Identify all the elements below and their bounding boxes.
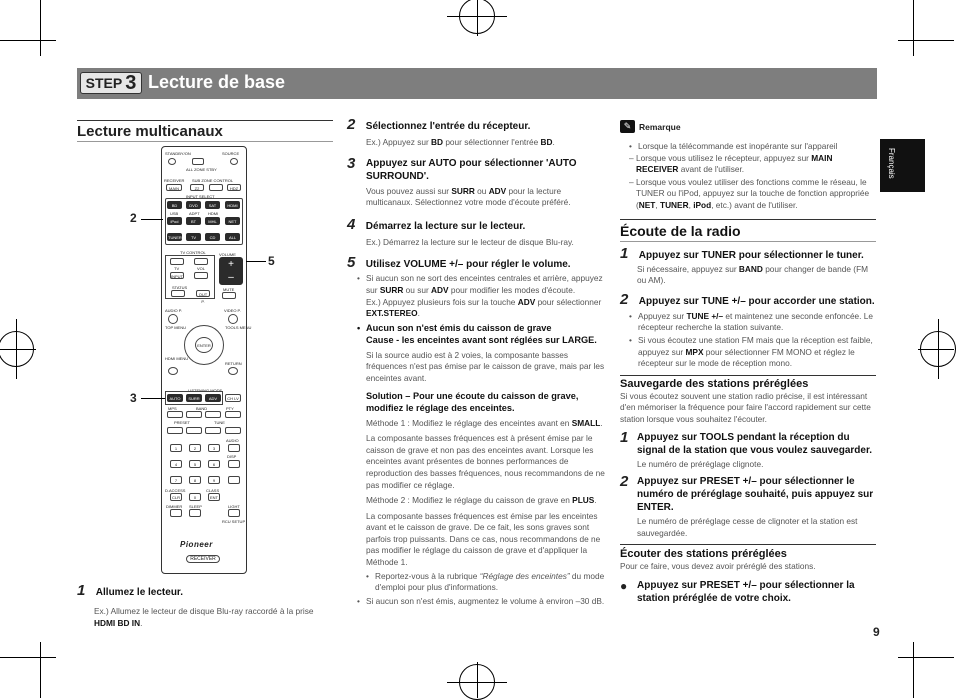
step-5-bullet-2: • Aucun son n'est émis du caisson de grave Cause - les enceintes avant sont réglées sur LARGE. — [357, 322, 597, 345]
step-4-number: 4 — [347, 215, 356, 233]
radio-step-2-bullet-1: • Appuyez sur TUNE +/– et maintenez une seconde enfoncée. Le récepteur recherche la station suivante. — [629, 310, 874, 333]
light-label: LIGHT — [228, 504, 240, 509]
save-step-2-title: Appuyez sur PRESET +/– pour sélectionner le numéro de préréglage souhaité, puis appuyez sur ENTER. — [637, 476, 874, 514]
step-3-number: 3 — [347, 154, 356, 172]
step-1-block — [77, 582, 327, 629]
tuner-button: TUNER — [168, 235, 182, 240]
power-icon — [168, 158, 176, 165]
step-1-number: 1 — [77, 582, 86, 599]
radio-step-2 — [620, 291, 876, 309]
hdmi-menu-label: HDMI MENU — [165, 356, 189, 361]
radio-step-2-number: 2 — [620, 290, 629, 308]
step-5-bullet-3: • Si aucun son n'est émis, augmentez le volume à environ –30 dB. — [357, 595, 605, 606]
save-step-1-number: 1 — [620, 428, 629, 446]
key-8: 8 — [189, 476, 201, 484]
key-4: 4 — [170, 460, 182, 468]
input-select-label: INPUT SELECT — [186, 194, 215, 199]
save-rule-top — [620, 375, 876, 376]
video-p-label: VIDEO P. — [224, 308, 241, 313]
key-ent: ENT — [210, 495, 218, 500]
key-7: 7 — [170, 476, 182, 484]
sub-zone-label: SUB ZONE CONTROL — [192, 178, 234, 183]
hdz-button: HDZ — [227, 184, 241, 191]
mps-button — [167, 411, 183, 418]
step-2-title: Sélectionnez l'entrée du récepteur. — [365, 121, 531, 132]
step-5-p3: La composante basses fréquences est émise par les enceintes avant et le caisson de grave. De ce fait, les sons graves sont parfois trop puissants. Dans ce cas, nous recommandons de ne pas modifier le réglage du caisson de grave et d'appliquer la Méthode 1. — [366, 510, 601, 568]
heading-rule-bottom — [77, 141, 333, 142]
audio-label: AUDIO — [226, 438, 239, 443]
step-5-title: Utilisez VOLUME +/– pour régler le volume. — [365, 259, 571, 271]
callout-5: 5 — [268, 254, 275, 268]
step-1-note: Ex.) Allumez le lecteur de disque Blu-ray raccordé à la prise HDMI BD IN. — [94, 606, 314, 628]
usb-label: USB — [170, 211, 179, 216]
step-4-title: Démarrez la lecture sur le lecteur. — [365, 220, 526, 232]
rcu-setup-label: RCU SETUP — [222, 519, 246, 524]
dimmer-label: DIMMER — [166, 504, 183, 509]
key-3: 3 — [208, 444, 220, 452]
preset-label: PRESET — [174, 420, 191, 425]
tools-menu-label: TOOLS MENU — [225, 325, 252, 330]
band-button — [186, 411, 202, 418]
listen-step-title: Appuyez sur PRESET +/– pour sélectionner la station préréglée de votre choix. — [637, 579, 855, 604]
hdmi-sub-label: HDMI — [208, 211, 219, 216]
status-label: STATUS — [172, 285, 188, 290]
tune-down-button — [205, 427, 221, 434]
bt-button: BT — [186, 217, 201, 225]
remarque-dash-2: – Lorsque vous voulez utiliser des fonctions comme le réseau, le TUNER ou l'iPod, appuyez sur la touche de fonction appropriée (NET, TUNER, iPod, etc.) avant de l'utiliser. — [629, 176, 870, 210]
listening-mode-label: LISTENING MODE — [188, 388, 223, 393]
step-4-block — [347, 216, 607, 249]
z3-button — [209, 184, 223, 191]
pty-button — [225, 411, 241, 418]
enter-button: ENTER — [195, 337, 213, 353]
audio-button — [228, 444, 240, 452]
audio-p-button — [168, 314, 178, 324]
receiver-tag: RECEIVER — [186, 555, 220, 563]
source-power-icon — [230, 158, 238, 165]
sat-button: SAT — [205, 201, 220, 209]
callout-5-line — [246, 261, 266, 262]
remarque-header — [620, 120, 876, 133]
disp-label: DISP — [227, 454, 237, 459]
step-5-subbullet: • Reportez-vous à la rubrique “Réglage des enceintes” du mode d'emploi pour plus d'informations. — [366, 570, 605, 593]
key-6: 6 — [208, 460, 220, 468]
net-button: NET — [225, 217, 240, 225]
radio-rule-bottom — [620, 241, 876, 242]
dimmer-button — [170, 509, 182, 517]
step-badge — [80, 72, 142, 94]
callout-2-line — [141, 219, 163, 220]
key-clr: CLR — [171, 495, 180, 500]
pencil-icon: ✎ — [620, 120, 635, 133]
return-label: RETURN — [225, 361, 242, 366]
radio-step-2-bullets — [629, 311, 876, 370]
source-label: SOURCE — [222, 151, 240, 156]
step-3-block — [347, 155, 607, 183]
radio-step-1-title: Appuyez sur TUNER pour sélectionner le tuner. — [638, 249, 864, 261]
bd-button: BD — [167, 201, 182, 209]
tune-up-button — [225, 427, 241, 434]
tv-vol-down-button — [194, 272, 208, 279]
volume-rocker: + – — [219, 257, 243, 285]
middle-column — [347, 116, 607, 607]
save-step-2-note: Le numéro de préréglage cesse de clignoter et la station est sauvegardée. — [637, 516, 858, 538]
all-zone-label: ALL ZONE STBY — [186, 167, 217, 172]
surr-button: SURR — [186, 394, 202, 402]
remarque-bullet: • Lorsque la télécommande est inopérante sur l'appareil — [629, 141, 838, 151]
step-5-solution: Solution – Pour une écoute du caisson de grave, modifiez le réglage des enceintes. — [366, 390, 579, 413]
return-button — [228, 367, 238, 375]
ipod-button: iPod — [167, 217, 182, 225]
step-5-method-2: Méthode 2 : Modifiez le réglage du caisson de grave en PLUS. — [366, 495, 597, 506]
radio-step-1-note: Si nécessaire, appuyez sur BAND pour changer de bande (FM ou AM). — [637, 263, 869, 286]
step-1-title: Allumez le lecteur. — [95, 587, 184, 598]
step-5-p1: Si la source audio est à 2 voies, la composante basses fréquences n'est pas émise par le caisson de grave, mais par les enceintes avant. — [366, 349, 605, 383]
mute-button — [222, 292, 236, 299]
remarque-body — [629, 141, 876, 212]
auto-button: AUTO — [167, 394, 183, 402]
light-button — [228, 509, 240, 517]
d-access-label: D.ACCESS — [165, 488, 186, 493]
radio-title: Écoute de la radio — [620, 222, 741, 239]
step-5-p2: La composante basses fréquences est à présent émise par le caisson de grave et non pas des enceintes avant. Lorsque les enceintes avant présentes de bonnes performances de reproduction des basses fréquences, nous recommandons de ne pas modifier ce réglage. — [366, 433, 605, 490]
key-0: 0 — [189, 493, 201, 501]
adv-button: ADV — [205, 394, 221, 402]
mpx-button — [205, 411, 221, 418]
save-step-1 — [620, 429, 876, 457]
tv-power-icon — [170, 258, 184, 265]
radio-step-1 — [620, 245, 876, 287]
radio-step-2-title: Appuyez sur TUNE +/– pour accorder une station. — [638, 295, 875, 307]
radio-step-2-bullet-2: • Si vous écoutez une station FM mais que la réception est faible, appuyez sur MPX pour sélectionner FM MONO et réglez le récepteur sur le mode de réception mono. — [629, 334, 873, 369]
key-5: 5 — [189, 460, 201, 468]
save-intro: Si vous écoutez souvent une station radio précise, il est intéressant d'en mémoriser la fréquence pour faire l'accord rapidement sur cette station lorsque vous souhaitez l'écouter. — [620, 390, 871, 424]
all-zone-button — [192, 158, 204, 165]
preset-up-button — [186, 427, 202, 434]
save-step-2 — [620, 473, 876, 514]
remarque-label: Remarque — [639, 121, 681, 132]
tv-label: TV — [174, 266, 180, 271]
save-title: Sauvegarde des stations préréglées — [620, 377, 809, 390]
step-2-number: 2 — [347, 116, 356, 133]
class-label: CLASS — [206, 488, 220, 493]
heading-rule-top — [77, 120, 333, 121]
listen-bullet-icon: ● — [620, 578, 628, 593]
top-menu-label: TOP MENU — [165, 325, 186, 330]
listen-intro: Pour ce faire, vous devez avoir préréglé des stations. — [620, 561, 816, 572]
right-column — [620, 120, 876, 605]
step-2-block — [347, 116, 607, 149]
z2-button: Z2 — [190, 184, 204, 191]
key-9: 9 — [208, 476, 220, 484]
remote-control-illustration — [161, 146, 252, 574]
step-5-content — [357, 273, 609, 607]
main-button: MAIN — [166, 184, 182, 191]
ch-button — [228, 476, 240, 484]
key-2: 2 — [189, 444, 201, 452]
vol-label: VOL — [197, 266, 206, 271]
listen-step — [620, 579, 876, 605]
sleep-button — [189, 509, 201, 517]
callout-3-line — [141, 398, 165, 399]
tv-control-label: TV CONTROL — [180, 250, 206, 255]
save-step-1-title: Appuyez sur TOOLS pendant la réception du signal de la station que vous voulez sauvegarder. — [637, 431, 873, 456]
status-button — [171, 290, 185, 297]
band-label: BAND — [196, 406, 208, 411]
disp-button — [228, 460, 240, 468]
hdmi-button: HDMI — [225, 201, 240, 209]
step-number: 3 — [125, 71, 137, 94]
mps-label: MPS — [168, 406, 177, 411]
listen-title: Écouter des stations préréglées — [620, 548, 787, 561]
hdmi-menu-button — [168, 367, 178, 375]
language-label: Français — [887, 148, 896, 179]
mhl-button: MHL — [205, 217, 220, 225]
step-4-note: Ex.) Démarrez la lecture sur le lecteur de disque Blu-ray. — [366, 236, 574, 247]
save-step-2-number: 2 — [620, 473, 629, 491]
step-5-number: 5 — [347, 254, 356, 272]
all-button: ALL — [225, 233, 240, 241]
standby-label: STANDBY/ON — [165, 151, 191, 156]
section-heading-multichannel: Lecture multicanaux — [77, 123, 223, 140]
radio-step-1-number: 1 — [620, 244, 629, 262]
chapter-title: Lecture de base — [148, 72, 286, 92]
save-step-1-note: Le numéro de préréglage clignote. — [637, 458, 764, 469]
listen-rule-top — [620, 544, 876, 545]
key-1: 1 — [170, 444, 182, 452]
ch-lv-button: CH LV — [225, 394, 241, 402]
callout-2: 2 — [130, 211, 137, 225]
preset-down-button — [167, 427, 183, 434]
tv-input-button: INPUT — [171, 274, 183, 279]
volume-label: VOLUME — [219, 252, 236, 257]
tv-vol-up-button — [194, 258, 208, 265]
cd-button: CD — [205, 233, 220, 241]
page-number: 9 — [873, 625, 880, 639]
step-word: STEP — [85, 75, 123, 91]
mute-label: MUTE — [223, 287, 235, 292]
adpt-label: ADPT — [189, 211, 200, 216]
dvd-button: DVD — [186, 201, 201, 209]
step-3-note: Vous pouvez aussi sur SURR ou ADV pour la lecture multicanaux. Sélectionnez votre mode d'écoute préféré. — [366, 185, 571, 208]
step-3-title: Appuyez sur AUTO pour sélectionner 'AUTO SURROUND'. — [366, 157, 577, 182]
step-5-bullet-1: • Si aucun son ne sort des enceintes centrales et arrière, appuyez sur SURR ou sur ADV pour modifier les modes d'écoute. Ex.) Appuyez plusieurs fois sur la touche ADV pour sélectionner EXT.STEREO. — [357, 273, 603, 319]
step-5-method-1: Méthode 1 : Modifiez le réglage des enceintes avant en SMALL. — [366, 417, 603, 428]
tv-button: TV — [186, 233, 201, 241]
step-5-block — [347, 254, 607, 272]
sleep-label: SLEEP — [189, 504, 202, 509]
tune-label: TUNE — [214, 420, 225, 425]
receiver-label: RECEIVER — [164, 178, 185, 183]
brand-logo: Pioneer — [180, 540, 213, 549]
video-p-button — [228, 314, 238, 324]
output-button: OUT P. — [196, 290, 210, 297]
pty-label: PTY — [226, 406, 234, 411]
audio-p-label: AUDIO P. — [165, 308, 183, 313]
radio-rule-top — [620, 219, 876, 220]
step-2-note: Ex.) Appuyez sur BD pour sélectionner l'entrée BD. — [366, 137, 555, 147]
callout-3: 3 — [130, 391, 137, 405]
remarque-dash-1: – Lorsque vous utilisez le récepteur, appuyez sur MAIN RECEIVER avant de l'utiliser. — [629, 152, 833, 175]
